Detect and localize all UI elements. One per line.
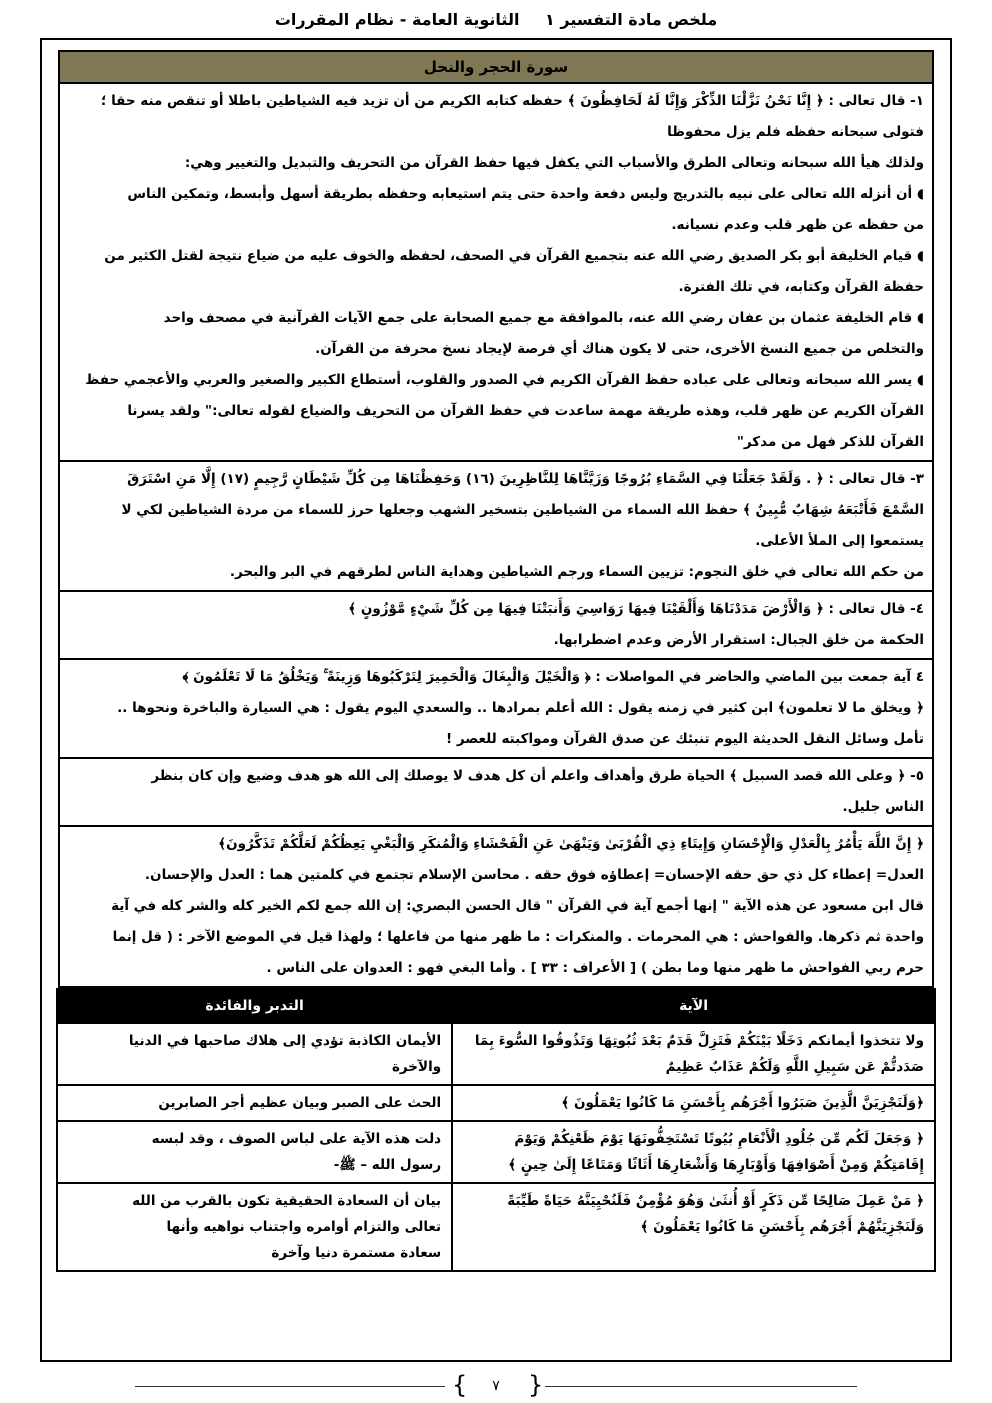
- table-row: [57, 1121, 935, 1183]
- verse-cell: [452, 1183, 935, 1271]
- text-line: القرآن الكريم عن ظهر قلب، وهذه طريقة مهمة ساعدت في حفظ القرآن من التحريف والضياع لقوله تعالى:" ولقد يسرنا: [127, 403, 924, 419]
- verse-cell: [452, 1023, 935, 1085]
- cell-line: رسول الله – ﷺ-: [333, 1157, 442, 1173]
- cell-line: الأيمان الكاذبة تؤدي إلى هلاك صاحبها في الدنيا: [128, 1033, 442, 1049]
- reflection-cell: [57, 1085, 452, 1121]
- content-box-3: [58, 592, 934, 660]
- text-line: والتخلص من جميع النسخ الأخرى، حتى لا يكون هناك أي فرصة لإيجاد نسخ محرفة من القرآن.: [315, 341, 924, 357]
- cell-line: تعالى والتزام أوامره واجتناب نواهيه وأنها: [166, 1219, 442, 1235]
- footer-bracket-right-icon: }: [528, 1371, 544, 1399]
- text-line: ٥- ﴿ وعلى الله قصد السبيل ﴾ الحياة طرق وأهداف واعلم أن كل هدف لا يوصلك إلى الله هو هدف وضيع وإن كان بنظر: [151, 768, 924, 784]
- text-line: ◖ قيام الخليفة أبو بكر الصديق رضي الله عنه بتجميع القرآن في الصحف، لحفظه والخوف عليه من ضياع نتيجة لقتل الكثير من: [104, 248, 924, 264]
- text-line: حفظة القرآن وكتابه، في تلك الفترة.: [678, 279, 924, 295]
- cell-line: وَلَنَجْزِيَنَّهُمْ أَجْرَهُم بِأَحْسَنِ مَا كَانُوا يَعْمَلُونَ ﴾: [640, 1219, 924, 1235]
- page-frame: [40, 38, 952, 1362]
- content-box-5: [58, 759, 934, 827]
- reflection-cell: [57, 1121, 452, 1183]
- text-line: الناس جليل.: [842, 799, 924, 815]
- content-area: [58, 50, 934, 1272]
- cell-line: ﴿وَلَنَجْزِيَنَّ الَّذِينَ صَبَرُوا أَجْرَهُم بِأَحْسَنِ مَا كَانُوا يَعْمَلُونَ ﴾: [561, 1095, 924, 1111]
- content-box-4: [58, 660, 934, 759]
- text-line: ◖ يسر الله سبحانه وتعالى على عباده حفظ القرآن الكريم في الصدور والقلوب، أستطاع الكبير والصغير والعربي والأعجمي حفظ: [85, 372, 924, 388]
- text-line: العدل= إعطاء كل ذي حق حقه الإحسان= إعطاؤه فوق حقه . محاسن الإسلام تجتمع في كلمتين هما : العدل والإحسان.: [144, 867, 924, 883]
- cell-line: ﴿ مَنْ عَمِلَ صَالِحًا مِّن ذَكَرٍ أَوْ أُنثَىٰ وَهُوَ مُؤْمِنٌ فَلَنُحْيِيَنَّهُ حَيَاةً طَيِّبَةً: [507, 1193, 924, 1209]
- text-line: قال ابن مسعود عن هذه الآية " إنها أجمع آية في القرآن " قال الحسن البصري: إن الله جمع لكم الخير كله والشر كله في آية: [111, 898, 924, 914]
- text-line: الحكمة من خلق الجبال: استقرار الأرض وعدم اضطرابها.: [553, 632, 924, 648]
- text-line: ١- قال تعالى : ﴿ إِنَّا نَحْنُ نَزَّلْنَا الذِّكْرَ وَإِنَّا لَهُ لَحَافِظُونَ ﴾ حفظه كتابه الكريم من أن تزيد فيه الشياطين باطلا أو تنقص منه حقا ؛: [100, 93, 924, 109]
- cell-line: ﴿ وَجَعَلَ لَكُم مِّن جُلُودِ الْأَنْعَامِ بُيُوتًا تَسْتَخِفُّونَهَا يَوْمَ ظَعْنِكُمْ وَيَوْمَ: [514, 1131, 924, 1147]
- header-course-title: ملخص مادة التفسير ١: [545, 10, 718, 29]
- table-row: [57, 1023, 935, 1085]
- verse-cell: [452, 1121, 935, 1183]
- cell-line: صَدَدتُّمْ عَن سَبِيلِ اللَّهِ وَلَكُمْ عَذَابٌ عَظِيمٌ: [665, 1059, 924, 1075]
- text-line: ٣- قال تعالى : ﴿ . وَلَقَدْ جَعَلْنَا فِي السَّمَاءِ بُرُوجًا وَزَيَّنَّاهَا لِلنَّاظِرِينَ (١٦) وَحَفِظْنَاهَا مِن كُلِّ شَيْطَانٍ رَّجِيمٍ (١٧) إِلَّا مَنِ اسْتَرَقَ: [127, 471, 924, 487]
- text-line: السَّمْعَ فَأَتْبَعَهُ شِهَابٌ مُّبِينٌ ﴾ حفظ الله السماء من الشياطين بتسخير الشهب وجعلها حرز للسماء من مردة الشياطين لكي لا: [121, 502, 924, 518]
- footer-bracket-left-icon: {: [452, 1371, 468, 1399]
- text-line: فتولى سبحانه حفظه فلم يزل محفوظا: [667, 124, 924, 140]
- table-header-row: [57, 989, 935, 1023]
- footer-rule-right: [545, 1386, 857, 1387]
- reflection-cell: [57, 1183, 452, 1271]
- cell-line: دلت هذه الآية على لباس الصوف ، وقد لبسه: [151, 1131, 442, 1147]
- column-header-reflection: التدبر والفائدة: [57, 989, 452, 1023]
- page-footer: [0, 1372, 992, 1400]
- text-line: من حفظه عن ظهر قلب وعدم نسيانه.: [671, 217, 924, 233]
- footer-rule-left: [135, 1386, 445, 1387]
- content-box-2: [58, 462, 934, 592]
- text-line: القرآن للذكر فهل من مدكر": [736, 434, 924, 450]
- cell-line: والآخرة: [391, 1059, 442, 1075]
- table-row: [57, 1183, 935, 1271]
- text-line: واحدة ثم ذكرها. والفواحش : هي المحرمات . والمنكرات : ما ظهر منها من فاعلها ؛ ولهذا قيل في الموضع الآخر : ( قل إنما: [112, 929, 924, 945]
- section-title: سورة الحجر والنحل: [58, 50, 934, 84]
- verse-cell: [452, 1085, 935, 1121]
- cell-line: الحث على الصبر وبيان عظيم أجر الصابرين: [158, 1095, 442, 1111]
- content-box-1: [58, 84, 934, 462]
- page-header: [0, 10, 992, 29]
- cell-line: ولا تتخذوا أيمانكم دَخَلًا بَيْنَكُمْ فَتَزِلَّ قَدَمٌ بَعْدَ ثُبُوتِهَا وَتَذُوقُوا السُّوءَ بِمَا: [474, 1033, 924, 1049]
- header-system-title: الثانوية العامة - نظام المقررات: [274, 10, 520, 29]
- table-row: [57, 1085, 935, 1121]
- reflection-cell: [57, 1023, 452, 1085]
- page-number: ٧: [492, 1378, 500, 1394]
- text-line: ﴿ ويخلق ما لا تعلمون﴾ ابن كثير في زمنه يقول : الله أعلم بمرادها .. والسعدي اليوم يقول : هي السيارة والباخرة ونحوها ..: [117, 700, 924, 716]
- text-line: ◖ أن أنزله الله تعالى على نبيه بالتدريج وليس دفعة واحدة حتى يتم استيعابه وحفظه بطريقة أسهل وأبسط، وتمكين الناس: [127, 186, 924, 202]
- column-header-verse: الآية: [452, 989, 935, 1023]
- content-box-6: [58, 827, 934, 988]
- text-line: ٤- قال تعالى : ﴿ وَالْأَرْضَ مَدَدْنَاهَا وَأَلْقَيْنَا فِيهَا رَوَاسِيَ وَأَنبَتْنَا فِيهَا مِن كُلِّ شَيْءٍ مَّوْزُونٍ ﴾: [348, 601, 924, 617]
- text-line: تأمل وسائل النقل الحديثة اليوم تنبئك عن صدق القرآن ومواكبته للعصر !: [445, 731, 924, 747]
- cell-line: سعادة مستمرة دنيا وآخرة: [271, 1245, 442, 1261]
- text-line: ٤ آية جمعت بين الماضي والحاضر في المواصلات : ﴿ وَالْخَيْلَ وَالْبِغَالَ وَالْحَمِيرَ لِتَرْكَبُوهَا وَزِينَةً ۚ وَيَخْلُقُ مَا لَا تَعْلَمُونَ ﴾: [182, 669, 924, 685]
- text-line: ﴿ إِنَّ اللَّهَ يَأْمُرُ بِالْعَدْلِ وَالْإِحْسَانِ وَإِيتَاءِ ذِي الْقُرْبَىٰ وَيَنْهَىٰ عَنِ الْفَحْشَاءِ وَالْمُنكَرِ وَالْبَغْيِ يَعِظُكُمْ لَعَلَّكُمْ تَذَكَّرُونَ﴾: [218, 836, 924, 852]
- text-line: ولذلك هيأ الله سبحانه وتعالى الطرق والأسباب التي يكفل فيها حفظ القرآن من التحريف والتبديل والتغيير وهي:: [184, 155, 924, 171]
- reflection-table: [56, 988, 936, 1272]
- text-line: من حكم الله تعالى في خلق النجوم: تزيين السماء ورجم الشياطين وهداية الناس لطرقهم في البر والبحر.: [229, 564, 924, 580]
- text-line: حرم ربي الفواحش ما ظهر منها وما بطن ) [ الأعراف : ٣٣ ] . وأما البغي فهو : العدوان على الناس .: [266, 960, 924, 976]
- text-line: يستمعوا إلى الملأ الأعلى.: [755, 533, 924, 549]
- cell-line: بيان أن السعادة الحقيقية تكون بالقرب من الله: [132, 1193, 442, 1209]
- text-line: ◖ قام الخليفة عثمان بن عفان رضي الله عنه، بالموافقة مع جميع الصحابة على جمع الآيات القرآنية في مصحف واحد: [163, 310, 924, 326]
- cell-line: إِقَامَتِكُمْ وَمِنْ أَصْوَافِهَا وَأَوْبَارِهَا وَأَشْعَارِهَا أَثَاثًا وَمَتَاعًا إِلَىٰ حِينٍ ﴾: [508, 1157, 924, 1173]
